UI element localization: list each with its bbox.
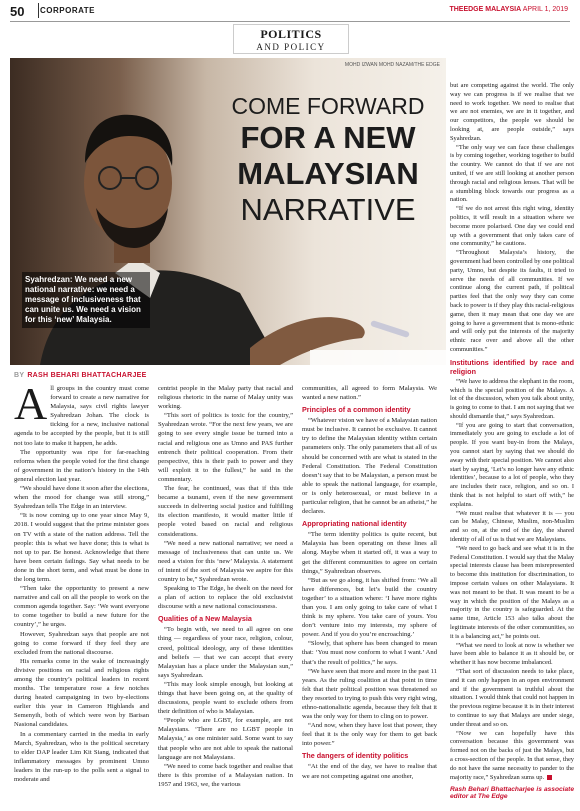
paragraph: “It is now coming up to one year since May 9, 2018. I would suggest that the prime minister goes on TV with a state of the nation address. Tell the people: this is what we have done; this is what is not up to par. Be honest. Acknowledge that there have been certain failings. Say what needs to be done in the short term, and what must be done in the long term. bbox=[14, 512, 149, 583]
subheading: Principles of a common identity bbox=[302, 405, 411, 415]
paragraph: “People who are LGBT, for example, are not Malaysians. ‘There are no LGBT people in Malaysia,’ as one minister said. Some want to say that people who are not able to speak the national language are not Malaysians. bbox=[158, 717, 293, 761]
subheading: Institutions identified by race and religion bbox=[450, 357, 574, 376]
headline-line-2: FOR A NEW bbox=[240, 120, 416, 155]
paragraph: “Then take the opportunity to present a new narrative and call on all the people to work on the common agenda together. Say: ‘We want everyone to come together to build a new future for the country’,” he urges. bbox=[14, 585, 149, 629]
kicker-line-2: AND POLICY bbox=[256, 42, 326, 52]
paragraph: “This may look simple enough, but looking at things that have been going on, at the quality of discussions, people want to exclude others from their definition of who is Malaysian. bbox=[158, 680, 293, 716]
header-rule bbox=[10, 21, 570, 22]
paragraph: communities, all agreed to form Malaysia. We wanted a new nation.” bbox=[302, 385, 437, 402]
paragraph: In a commentary carried in the media in early March, Syahredzan, who is the political secretary to elder DAP leader Lim Kit Siang, indicated that inflammatory messages by prominent Umno leaders in the run-up to the polls sent a signal to moderate and bbox=[14, 730, 149, 784]
paragraph: “The term identity politics is quite recent, but Malaysia has been operating on these lines all along. Maybe when it started off, it was a way to get the different communities to agree on certain things,” Syahredzan observes. bbox=[302, 531, 437, 575]
paragraph: “The only way we can face these challenges is by coming together, working together to build the country. We cannot do that if we are not united, if we are still looking at another person through racial and religious lenses. That will be a stumbling block towards our progress as a nation. bbox=[450, 143, 574, 204]
paragraph: “Whatever vision we have of a Malaysian nation must be inclusive. It cannot be exclusive. It cannot try to define the Malaysian identity within certain parameters only. The only parameters that all of us should be concerned with are what is stated in the Federal Constitution. The Federal Constitution doesn’t say that to be Malaysian, a person must be able to speak the national language, for example, or is only heterosexual, or must believe in a particular religion, that he cannot be an atheist,” he declares. bbox=[302, 417, 437, 516]
paragraph: “And now, when they have lost that power, they feel that it is the only way for them to get back into power.” bbox=[302, 722, 437, 748]
lead-photo bbox=[10, 58, 446, 365]
paragraph: “We need a new national narrative; we need a message of inclusiveness that can unite us. We need a vision for this ‘new’ Malaysia. A statement of intent of the sort of Malaysia we aspire for this country to be,” Syahredzan wrote. bbox=[158, 539, 293, 583]
paragraph: “But as we go along, it has shifted from: ‘We all have differences, but let’s build the country together’ to a situation where: ‘I have more rights than you. I am only going to take care of what I think is my sphere. You take care of yours. You don’t venture into my interests, my sphere of power. And if you do you’re encroaching.’ bbox=[302, 576, 437, 639]
column-3 bbox=[302, 384, 437, 781]
paragraph: His remarks come in the wake of increasingly divisive positions on racial and religious rights among the country’s political leaders in recent months. The temperature rose a few notches during heated campaigning in two by-elections earlier this year in Cameron Highlands and Semenyih, both of which were won by Barisan Nasional candidates. bbox=[14, 657, 149, 729]
paragraph bbox=[14, 378, 149, 448]
paragraph: However, Syahredzan says that people are not going to come forward if they feel they are excluded from the national discourse. bbox=[14, 630, 149, 656]
column-4 bbox=[450, 82, 574, 800]
section-label: CORPORATE bbox=[40, 6, 96, 15]
paragraph: The opportunity was ripe for far-reaching reforms when the people voted for the first change of government in the nation’s history in the 14th general election last year. bbox=[14, 448, 149, 483]
kicker-line-1: POLITICS bbox=[260, 27, 322, 41]
masthead bbox=[449, 6, 568, 13]
photo-credit: MOHD IZWAN MOHD NAZAM/THE EDGE bbox=[344, 62, 440, 68]
paragraph: “We need to come back together and realise that there is this promise of a Malaysian nation. In 1957 and 1963, we, the various bbox=[158, 762, 293, 788]
paragraph: Speaking to The Edge, he dwelt on the need for a plan of action to replace the old exclusivist discourse with a new national consciousness. bbox=[158, 585, 293, 611]
masthead-brand: THEEDGE MALAYSIA bbox=[449, 6, 522, 13]
headline-line-1: COME FORWARD bbox=[231, 93, 425, 119]
paragraph: “To begin with, we need to all agree on one thing — regardless of your race, religion, colour, creed, political ideology, any of these identities and beliefs — that we can accept that every Malaysian has a place under the Malaysian sun,” says Syahredzan. bbox=[158, 626, 293, 679]
column-2 bbox=[158, 384, 293, 789]
paragraph: “At the end of the day, we have to realise that we are not competing against one another, bbox=[302, 763, 437, 780]
paragraph: “If you are going to start that conversation, immediately you are going to exclude a lot of people. If you want buy-in from the Malays, you cannot start by saying that we should do away with their special position. We cannot also start by saying, ‘Let’s no longer have any ethnic identities’, because to a lot of people, who they are includes their race, religion, and so on. I think that is not helpful to start off with,” he explains. bbox=[450, 421, 574, 508]
headline bbox=[213, 92, 443, 228]
masthead-date: APRIL 1, 2019 bbox=[522, 6, 568, 13]
paragraph-text: “Now we can hopefully have this conversation because this government was formed not on the backs of just the Malays, but a cross-section of the people. In that sense, they do not have the same necessity to pander to the majority race,” Syahredzan sums up. bbox=[450, 729, 574, 781]
drop-cap: A bbox=[14, 378, 48, 429]
headline-line-4: NARRATIVE bbox=[240, 192, 416, 227]
end-of-story-icon bbox=[547, 775, 552, 780]
paragraph: “If we do not arrest this right wing, identity politics, it will result in a situation where we become more polarised. One day we could end up with a government that only takes care of one community,” he cautions. bbox=[450, 205, 574, 248]
header-divider bbox=[38, 3, 39, 18]
paragraph: “We must realise that whatever it is — you can be Malay, Chinese, Muslim, non-Muslim and so on, at the end of the day, the shared identity of all of us is that we are Malaysians. bbox=[450, 509, 574, 544]
column-1 bbox=[14, 378, 149, 784]
paragraph-text: ll groups in the country must come forward to create a new narrative for Malaysia, says civil rights lawyer Syahredzan Johan. The clock is ticking for a new, inclusive national agenda to be accepted by the people, but it is still not too late to make it happen, he adds. bbox=[14, 385, 149, 447]
paragraph: “We need to go back and see what it is in the Federal Constitution. I would say that the Malay special interests clause has been misrepresented to become this institution for discrimination, to impose certain values on other Malaysians. It was not meant to be that. It was meant to be a way in which the position of the Malays as a majority in the country is safeguarded. At the same time, Article 153 also talks about the legitimate interests of the other communities, so it is a balancing act,” he points out. bbox=[450, 544, 574, 640]
byline-name: RASH BEHARI BHATTACHARJEE bbox=[27, 372, 147, 379]
paragraph: “We should have done it soon after the elections, when the mood for change was still strong,” Syahredzan tells The Edge in an interview. bbox=[14, 485, 149, 511]
subheading: Appropriating national identity bbox=[302, 519, 407, 529]
paragraph: “We have seen that more and more in the past 11 years. As the ruling coalition at that point in time felt that their political position was threatened so they resorted to trying to push this very right wing, ethno-nationalistic agenda, because they felt that it was the only way for them to cling on to power. bbox=[302, 667, 437, 721]
paragraph: but are competing against the world. The only way we can progress is if we realise that we need to work together. We need to realise that we are not enemies, we are in it together, and our competitors, the people we should be looking at, are people outside,” says Syahredzan. bbox=[450, 82, 574, 142]
section-kicker bbox=[233, 24, 349, 54]
author-note: Rash Behari Bhattacharjee is associate editor at The Edge bbox=[450, 786, 574, 801]
paragraph: “Slowly, that sphere has been changed to mean that: ‘You must now conform to what I want.’ And that’s the result of politics,” he says. bbox=[302, 640, 437, 666]
paragraph: centrist people in the Malay party that racial and religious rhetoric in the name of Malay unity was working. bbox=[158, 385, 293, 411]
paragraph: “That sort of discussion needs to take place, and it can only happen in an open environment and if the government is truthful about the situation. I would think that could not happen in the previous regime because it is in their interest to continue to say that Malays are under siege, under threat and so on. bbox=[450, 668, 574, 728]
paragraph: “What we need to look at now is whether we have been able to balance it as it should be, or whether it has now become imbalanced. bbox=[450, 641, 574, 667]
page-number: 50 bbox=[10, 4, 25, 19]
byline-prefix: BY bbox=[14, 372, 25, 379]
paragraph: The fear, he continued, was that if this tide became a tsunami, even if the new government succeeds in delivering social justice and fulfilling its election manifesto, it would matter little if people voted based on racial and religious considerations. bbox=[158, 485, 293, 538]
paragraph: “This sort of politics is toxic for the country,” Syahredzan wrote. “For the next few years, we are going to see every single issue be turned into a racial and religious one as Umno and PAS further entrench their political cooperation. From their perspective, this is their path to power and they will exploit it to the fullest,” he said in the commentary. bbox=[158, 412, 293, 483]
headline-line-3: MALAYSIAN bbox=[237, 156, 419, 191]
photo-caption: Syahredzan: We need a new national narrative: we need a message of inclusiveness that can unite us. We need a vision for this ‘new’ Malaysia. bbox=[22, 272, 150, 328]
paragraph: “Throughout Malaysia’s history, the government had been controlled by one political party, Umno, but despite its faults, it tried to serve the needs of all communities. If we continue along the current path, if political parties feel that the only way they can come back to power is if they play this racial-religious game, then it may mean that one day we are going to have a government that is mono-ethnic and will only put the interests of the majority ethnic race over and above all the other communities.” bbox=[450, 249, 574, 353]
page-header bbox=[0, 0, 580, 22]
paragraph bbox=[450, 730, 574, 783]
paragraph: “We have to address the elephant in the room, which is the special position of the Malays. A lot of the discussion, when you talk about unity, is going to come to that. I am not saying that we should dismantle that,” says Syahredzan. bbox=[450, 377, 574, 420]
subheading: Qualities of a New Malaysia bbox=[158, 614, 252, 624]
subheading: The dangers of identity politics bbox=[302, 751, 409, 761]
